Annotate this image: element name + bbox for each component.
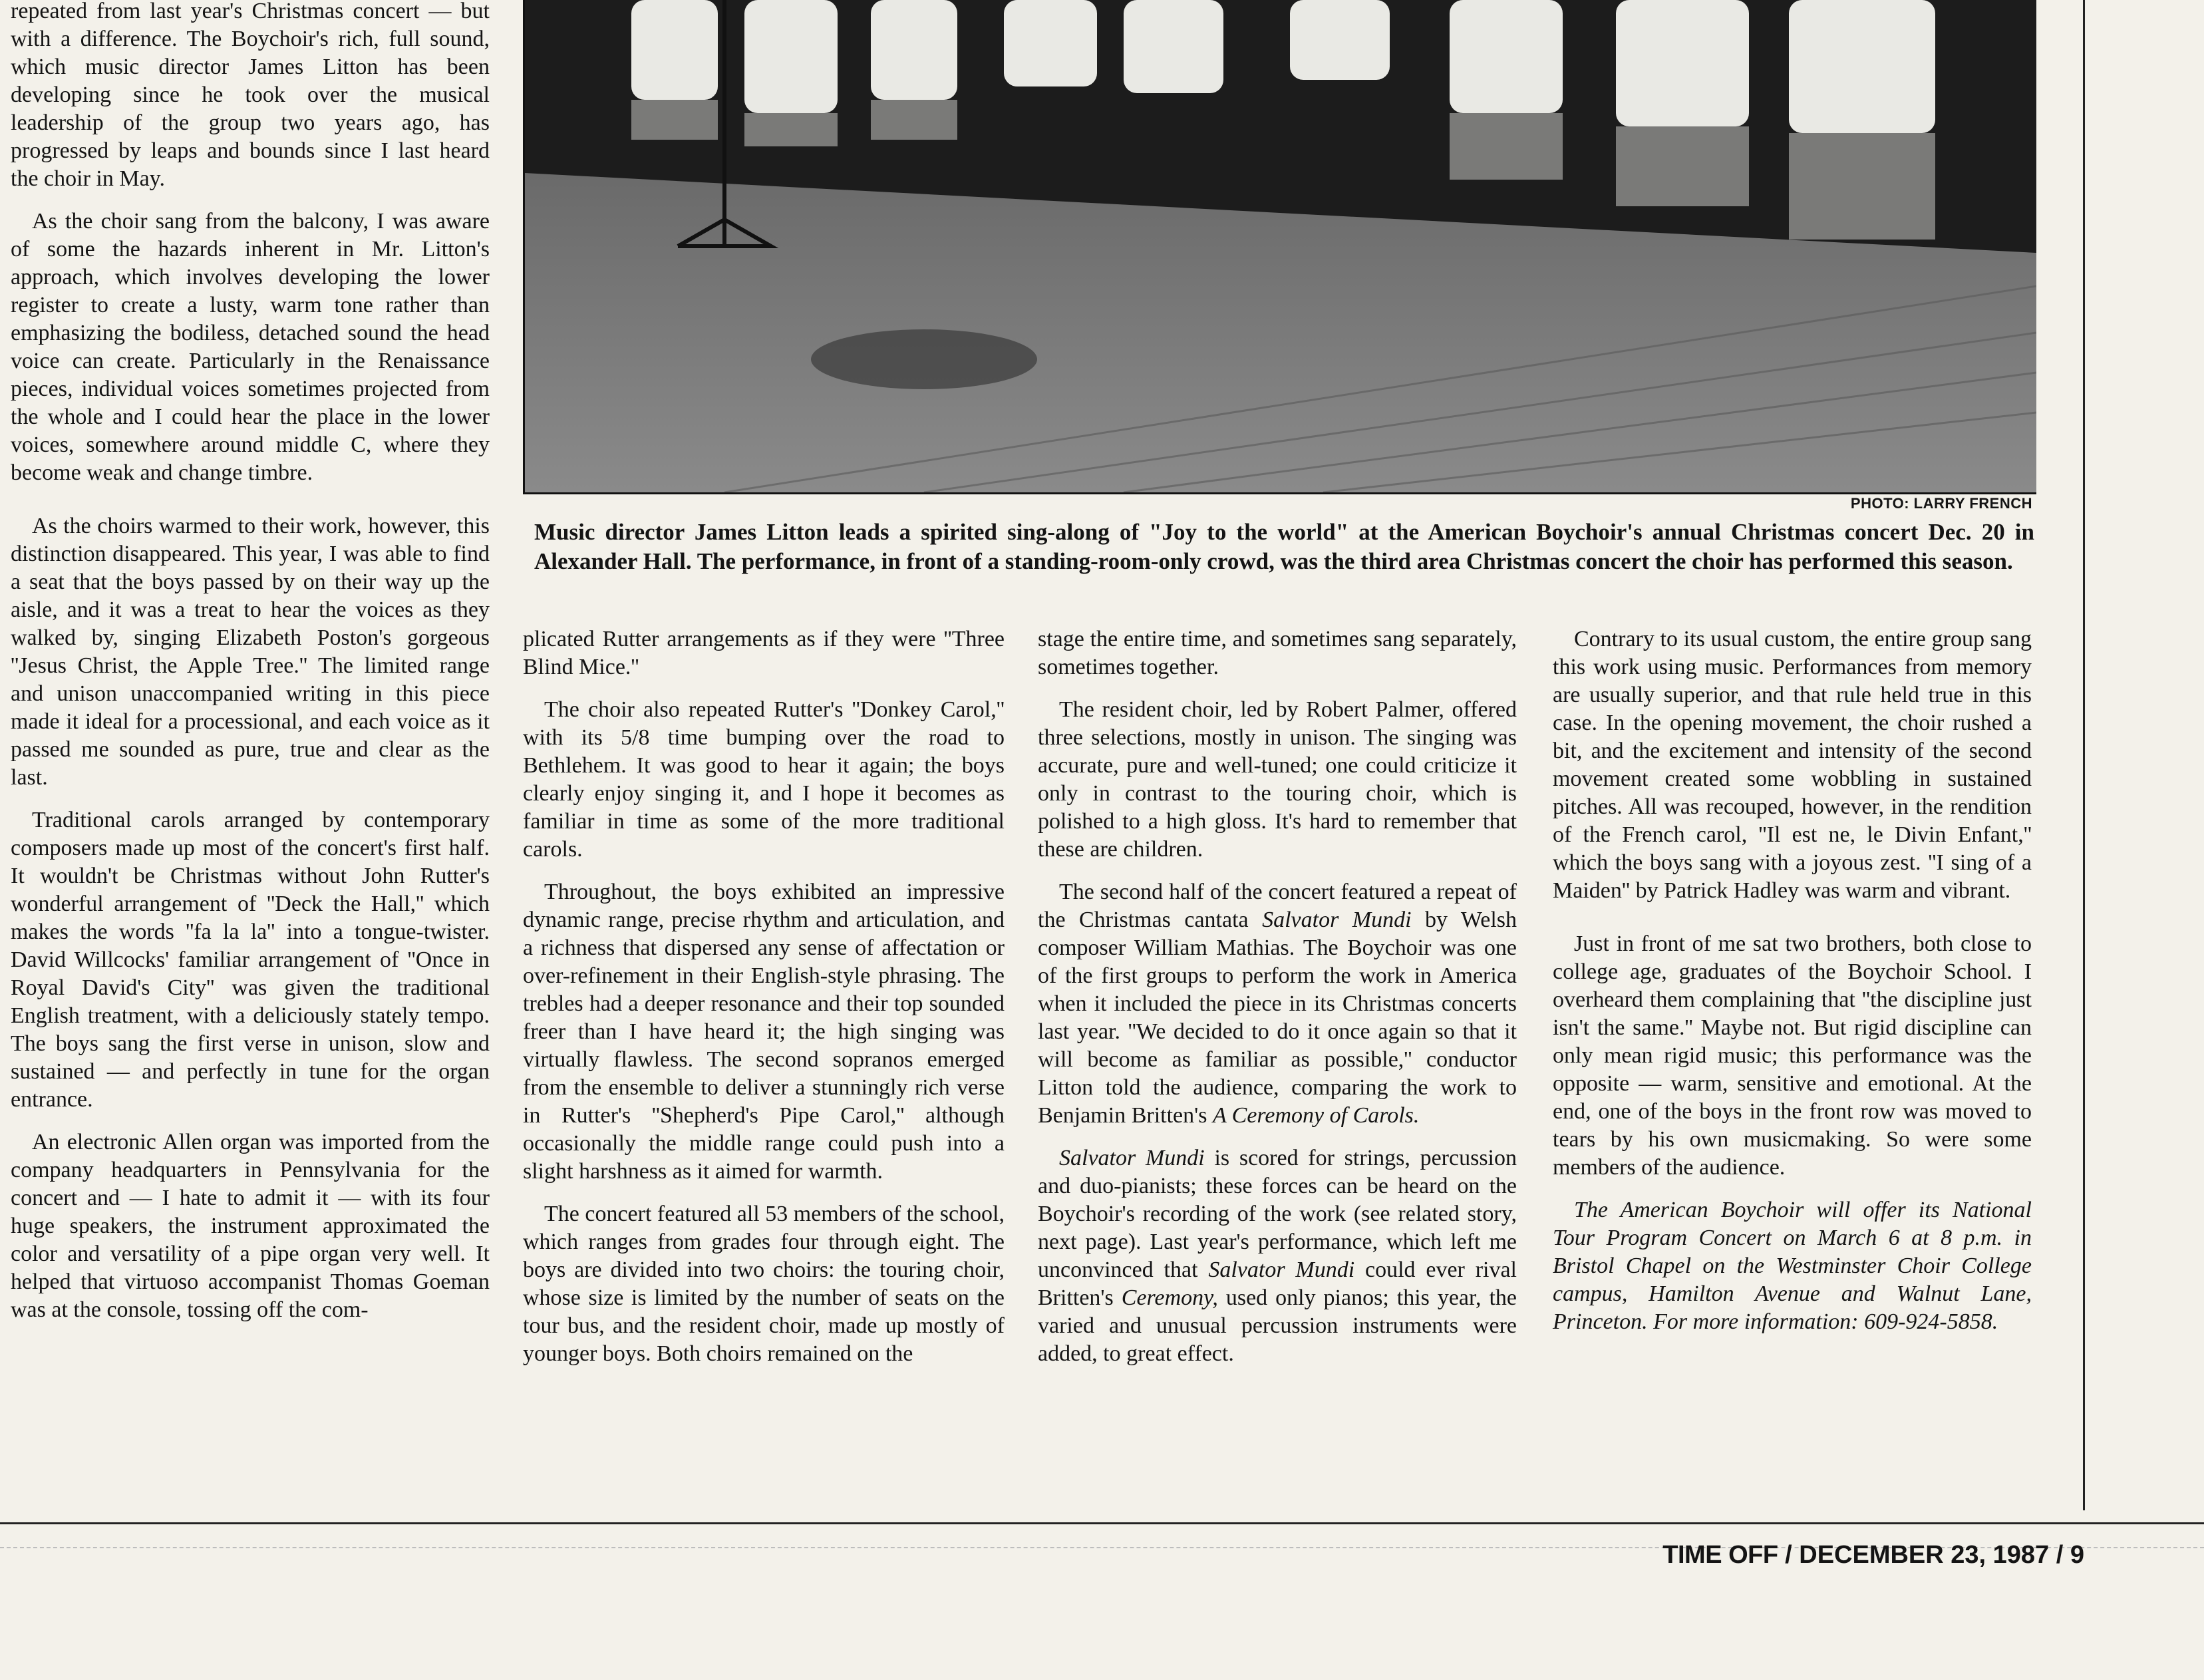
title-italic: Salvator Mundi: [1262, 908, 1412, 932]
photo-credit: PHOTO: LARRY FRENCH: [1850, 495, 2032, 512]
photo-caption: Music director James Litton leads a spirited sing-along of "Joy to the world" at the American Boychoir's annual Christmas concert Dec. 20 in Alexander Hall. The performance, in front of a standing-room-only crowd, was the third area Christmas concert the choir has performed this season.: [534, 519, 2034, 574]
page-footer: [1662, 1541, 2084, 1570]
text-run: is scored for strings, percussion and duo-pianists; these forces can be heard on the Boychoir's recording of the work (see related story, next page). Last year's performance, which left me unconvinced that: [1038, 1146, 1517, 1282]
text-run: The second half of the concert featured a repeat of the Christmas cantata: [1038, 880, 1517, 932]
paragraph: Contrary to its usual custom, the entire group sang this work using music. Performances from memory are usually superior, and that rule held true in this case. In the opening movement, the choir rushed a bit, and the excitement and intensity of the second movement created some wobbling in sustained pitches. All was recouped, however, in the rendition of the French carol, ''Il est ne, le Divin Enfant,'' which the boys sang with a joyous zest. ''I sing of a Maiden'' by Patrick Hadley was warm and vibrant.: [1553, 627, 2032, 903]
article-column-1: [11, 0, 490, 1339]
vertical-rule: [2083, 0, 2085, 1510]
paragraph: stage the entire time, and sometimes sang separately, sometimes together.: [1038, 627, 1517, 679]
text-run: could ever rival Britten's: [1038, 1258, 1517, 1310]
publication-name: TIME OFF: [1662, 1541, 1778, 1569]
paragraph: repeated from last year's Christmas concert — but with a difference. The Boychoir's rich, full sound, which music director James Litton has been developing since he took over the musical leadership of the group two years ago, has progressed by leaps and bounds since I last heard the choir in May.: [11, 0, 490, 191]
title-italic: A Ceremony of Carols.: [1213, 1103, 1420, 1128]
paragraph: Throughout, the boys exhibited an impressive dynamic range, precise rhythm and articulation, and a richness that dispersed any sense of affectation or over-refinement in their English-style phrasing. The trebles had a deeper resonance and their top sounded freer than I have heard it; the high singing was virtually flawless. The second sopranos emerged from the ensemble to deliver a stunningly rich verse in Rutter's ''Shepherd's Pipe Carol,'' although occasionally the middle range could push into a slight harshness as it aimed for warmth.: [523, 880, 1005, 1184]
horizontal-rule: [0, 1522, 2204, 1524]
title-italic: Salvator Mundi: [1208, 1258, 1355, 1282]
event-notice: The American Boychoir will offer its National Tour Program Concert on March 6 at 8 p.m. in Bristol Chapel on the Westminster Choir College campus, Hamilton Avenue and Walnut Lane, Princeton. For more information: 609-924-5858.: [1553, 1198, 2032, 1334]
paragraph: The concert featured all 53 members of the school, which ranges from grades four through eight. The boys are divided into two choirs: the touring choir, whose size is limited by the number of seats on the tour bus, and the resident choir, made up mostly of younger boys. Both choirs remained on the: [523, 1202, 1005, 1366]
title-italic: Salvator Mundi: [1059, 1146, 1205, 1170]
issue-date-page: / DECEMBER 23, 1987 / 9: [1778, 1541, 2084, 1569]
title-italic: Ceremony,: [1121, 1285, 1218, 1310]
article-column-2: [523, 625, 1005, 1383]
paragraph: As the choir sang from the balcony, I was aware of some the hazards inherent in Mr. Litton's approach, which involves developing the lower register to create a lusty, warm tone rather than emphasizing the bodiless, detached sound the head voice can create. Particularly in the Renaissance pieces, individual voices sometimes projected from the whole and I could hear the place in the lower voices, somewhere around middle C, where they become weak and change timbre.: [11, 209, 490, 485]
paragraph: As the choirs warmed to their work, however, this distinction disappeared. This year, I was able to find a seat that the boys passed by on their way up the aisle, and it was a treat to hear the voices as they walked by, singing Elizabeth Poston's gorgeous ''Jesus Christ, the Apple Tree.'' The limited range and unison unaccompanied writing in this piece made it ideal for a processional, and each voice as it passed me sounded as pure, true and clear as the last.: [11, 514, 490, 790]
paragraph: The choir also repeated Rutter's ''Donkey Carol,'' with its 5/8 time bumping over the road to Bethlehem. It was good to hear it again; the boys clearly enjoy singing it, and I hope it becomes as familiar in time as some of the more traditional carols.: [523, 697, 1005, 862]
text-run: used only pianos; this year, the varied and unusual percussion instruments were added, to great effect.: [1038, 1285, 1517, 1366]
paragraph: [1038, 1144, 1517, 1368]
article-column-4: [1553, 625, 2032, 1351]
paragraph: The resident choir, led by Robert Palmer, offered three selections, mostly in unison. The singing was accurate, pure and well-tuned; one could criticize it only in contrast to the touring choir, which is polished to a high gloss. It's hard to remember that these are children.: [1038, 697, 1517, 862]
paragraph: [1038, 878, 1517, 1130]
paragraph: An electronic Allen organ was imported from the company headquarters in Pennsylvania for the concert and — I hate to admit it — with its four huge speakers, the instrument approximated the color and versatility of a pipe organ very well. It helped that virtuoso accompanist Thomas Goeman was at the console, tossing off the com-: [11, 1130, 490, 1322]
paragraph: Just in front of me sat two brothers, both close to college age, graduates of the Boychoir School. I overheard them complaining that ''the discipline just isn't the same.'' Maybe not. But rigid discipline can only mean rigid music; this performance was the opposite — warm, sensitive and emotional. At the end, one of the boys in the front row was moved to tears by his own musicmaking. So were some members of the audience.: [1553, 931, 2032, 1180]
text-run: by Welsh composer William Mathias. The Boychoir was one of the first groups to perform the work in America when it included the piece in its Christmas concerts last year. ''We decided to do it once again so that it will become as familiar as possible,'' conductor Litton told the audience, comparing the work to Benjamin Britten's: [1038, 908, 1517, 1128]
article-column-3: [1038, 625, 1517, 1383]
paragraph: Traditional carols arranged by contemporary composers made up most of the concert's first half. It wouldn't be Christmas without John Rutter's wonderful arrangement of ''Deck the Hall,'' which makes the words ''fa la la'' into a tongue-twister. David Willcocks' familiar arrangement of ''Once in Royal David's City'' was given the traditional English treatment, with a deliciously stately tempo. The boys sang the first verse in unison, slow and sustained — and perfectly in tune for the organ entrance.: [11, 808, 490, 1112]
paragraph: plicated Rutter arrangements as if they were ''Three Blind Mice.'': [523, 627, 1005, 679]
choir-photo: [523, 0, 2036, 494]
